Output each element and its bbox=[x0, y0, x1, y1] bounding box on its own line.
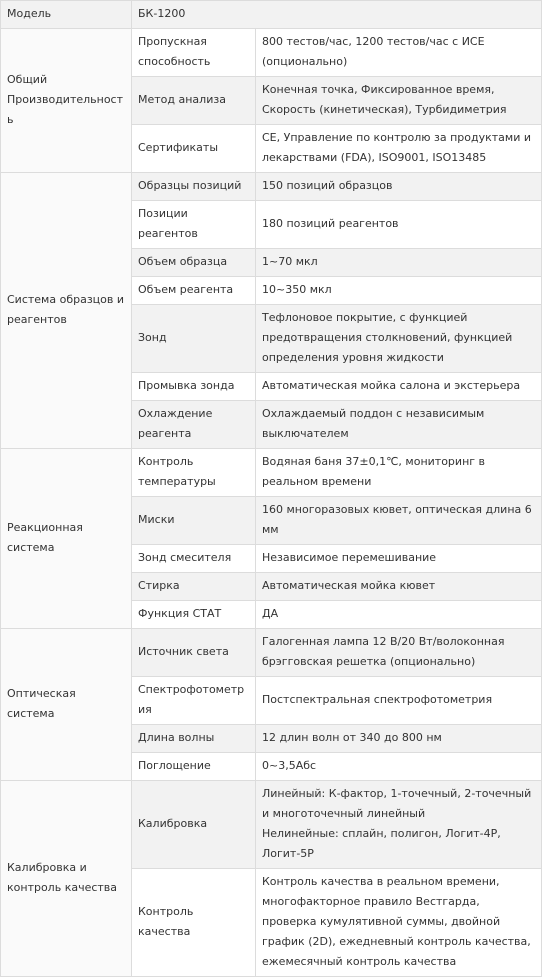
param-value: Контроль качества в реальном времени, многофакторное правило Вестгарда, проверка кумулятивной суммы, двойной график (2D), ежедневный контроль качества, ежемесячный контроль качества bbox=[256, 869, 542, 977]
param-value: 800 тестов/час, 1200 тестов/час с ИСЕ (опционально) bbox=[256, 29, 542, 77]
param-label: Зонд смесителя bbox=[132, 545, 256, 573]
param-label: Калибровка bbox=[132, 781, 256, 869]
table-row bbox=[1, 29, 542, 77]
param-label: Пропускная способность bbox=[132, 29, 256, 77]
param-label: Функция СТАТ bbox=[132, 601, 256, 629]
param-value: Автоматическая мойка салона и экстерьера bbox=[256, 373, 542, 401]
param-label: Позиции реагентов bbox=[132, 201, 256, 249]
model-value: БК-1200 bbox=[132, 1, 542, 29]
param-label: Длина волны bbox=[132, 725, 256, 753]
param-value: Постспектральная спектрофотометрия bbox=[256, 677, 542, 725]
param-label: Контроль температуры bbox=[132, 449, 256, 497]
param-value: 180 позиций реагентов bbox=[256, 201, 542, 249]
param-label: Поглощение bbox=[132, 753, 256, 781]
param-label: Метод анализа bbox=[132, 77, 256, 125]
param-label: Образцы позиций bbox=[132, 173, 256, 201]
param-label: Охлаждение реагента bbox=[132, 401, 256, 449]
param-label: Контроль качества bbox=[132, 869, 256, 977]
param-label: Промывка зонда bbox=[132, 373, 256, 401]
table-row bbox=[1, 173, 542, 201]
param-label: Источник света bbox=[132, 629, 256, 677]
category-samples-reagents: Система образцов и реагентов bbox=[1, 173, 132, 449]
param-label: Спектрофотометрия bbox=[132, 677, 256, 725]
category-optical-system: Оптическая система bbox=[1, 629, 132, 781]
param-label: Миски bbox=[132, 497, 256, 545]
param-value: Галогенная лампа 12 В/20 Вт/волоконная брэгговская решетка (опционально) bbox=[256, 629, 542, 677]
category-calibration-qc: Калибровка и контроль качества bbox=[1, 781, 132, 977]
param-value: Тефлоновое покрытие, с функцией предотвращения столкновений, функцией определения уровня жидкости bbox=[256, 305, 542, 373]
calibration-nonlinear: Нелинейные: сплайн, полигон, Логит-4P, Логит-5P bbox=[262, 827, 501, 860]
param-label: Стирка bbox=[132, 573, 256, 601]
param-value: 12 длин волн от 340 до 800 нм bbox=[256, 725, 542, 753]
table-row bbox=[1, 781, 542, 869]
param-value: Охлаждаемый поддон с независимым выключателем bbox=[256, 401, 542, 449]
param-value: 0~3,5Абс bbox=[256, 753, 542, 781]
param-value: 10~350 мкл bbox=[256, 277, 542, 305]
param-value: 150 позиций образцов bbox=[256, 173, 542, 201]
table-row bbox=[1, 1, 542, 29]
param-label: Сертификаты bbox=[132, 125, 256, 173]
param-value: Независимое перемешивание bbox=[256, 545, 542, 573]
table-row bbox=[1, 629, 542, 677]
param-value: Конечная точка, Фиксированное время, Скорость (кинетическая), Турбидиметрия bbox=[256, 77, 542, 125]
calibration-linear: Линейный: К-фактор, 1-точечный, 2-точечный и многоточечный линейный bbox=[262, 787, 532, 820]
param-label: Зонд bbox=[132, 305, 256, 373]
param-value: Автоматическая мойка кювет bbox=[256, 573, 542, 601]
param-value: 1~70 мкл bbox=[256, 249, 542, 277]
param-label: Объем образца bbox=[132, 249, 256, 277]
param-label: Объем реагента bbox=[132, 277, 256, 305]
table-row bbox=[1, 449, 542, 497]
category-general: Общий Производительность bbox=[1, 29, 132, 173]
param-value: ДА bbox=[256, 601, 542, 629]
param-value: Водяная баня 37±0,1℃, мониторинг в реальном времени bbox=[256, 449, 542, 497]
category-reaction-system: Реакционная система bbox=[1, 449, 132, 629]
param-value: CE, Управление по контролю за продуктами и лекарствами (FDA), ISO9001, ISO13485 bbox=[256, 125, 542, 173]
param-value: 160 многоразовых кювет, оптическая длина 6 мм bbox=[256, 497, 542, 545]
model-label: Модель bbox=[1, 1, 132, 29]
param-value bbox=[256, 781, 542, 869]
